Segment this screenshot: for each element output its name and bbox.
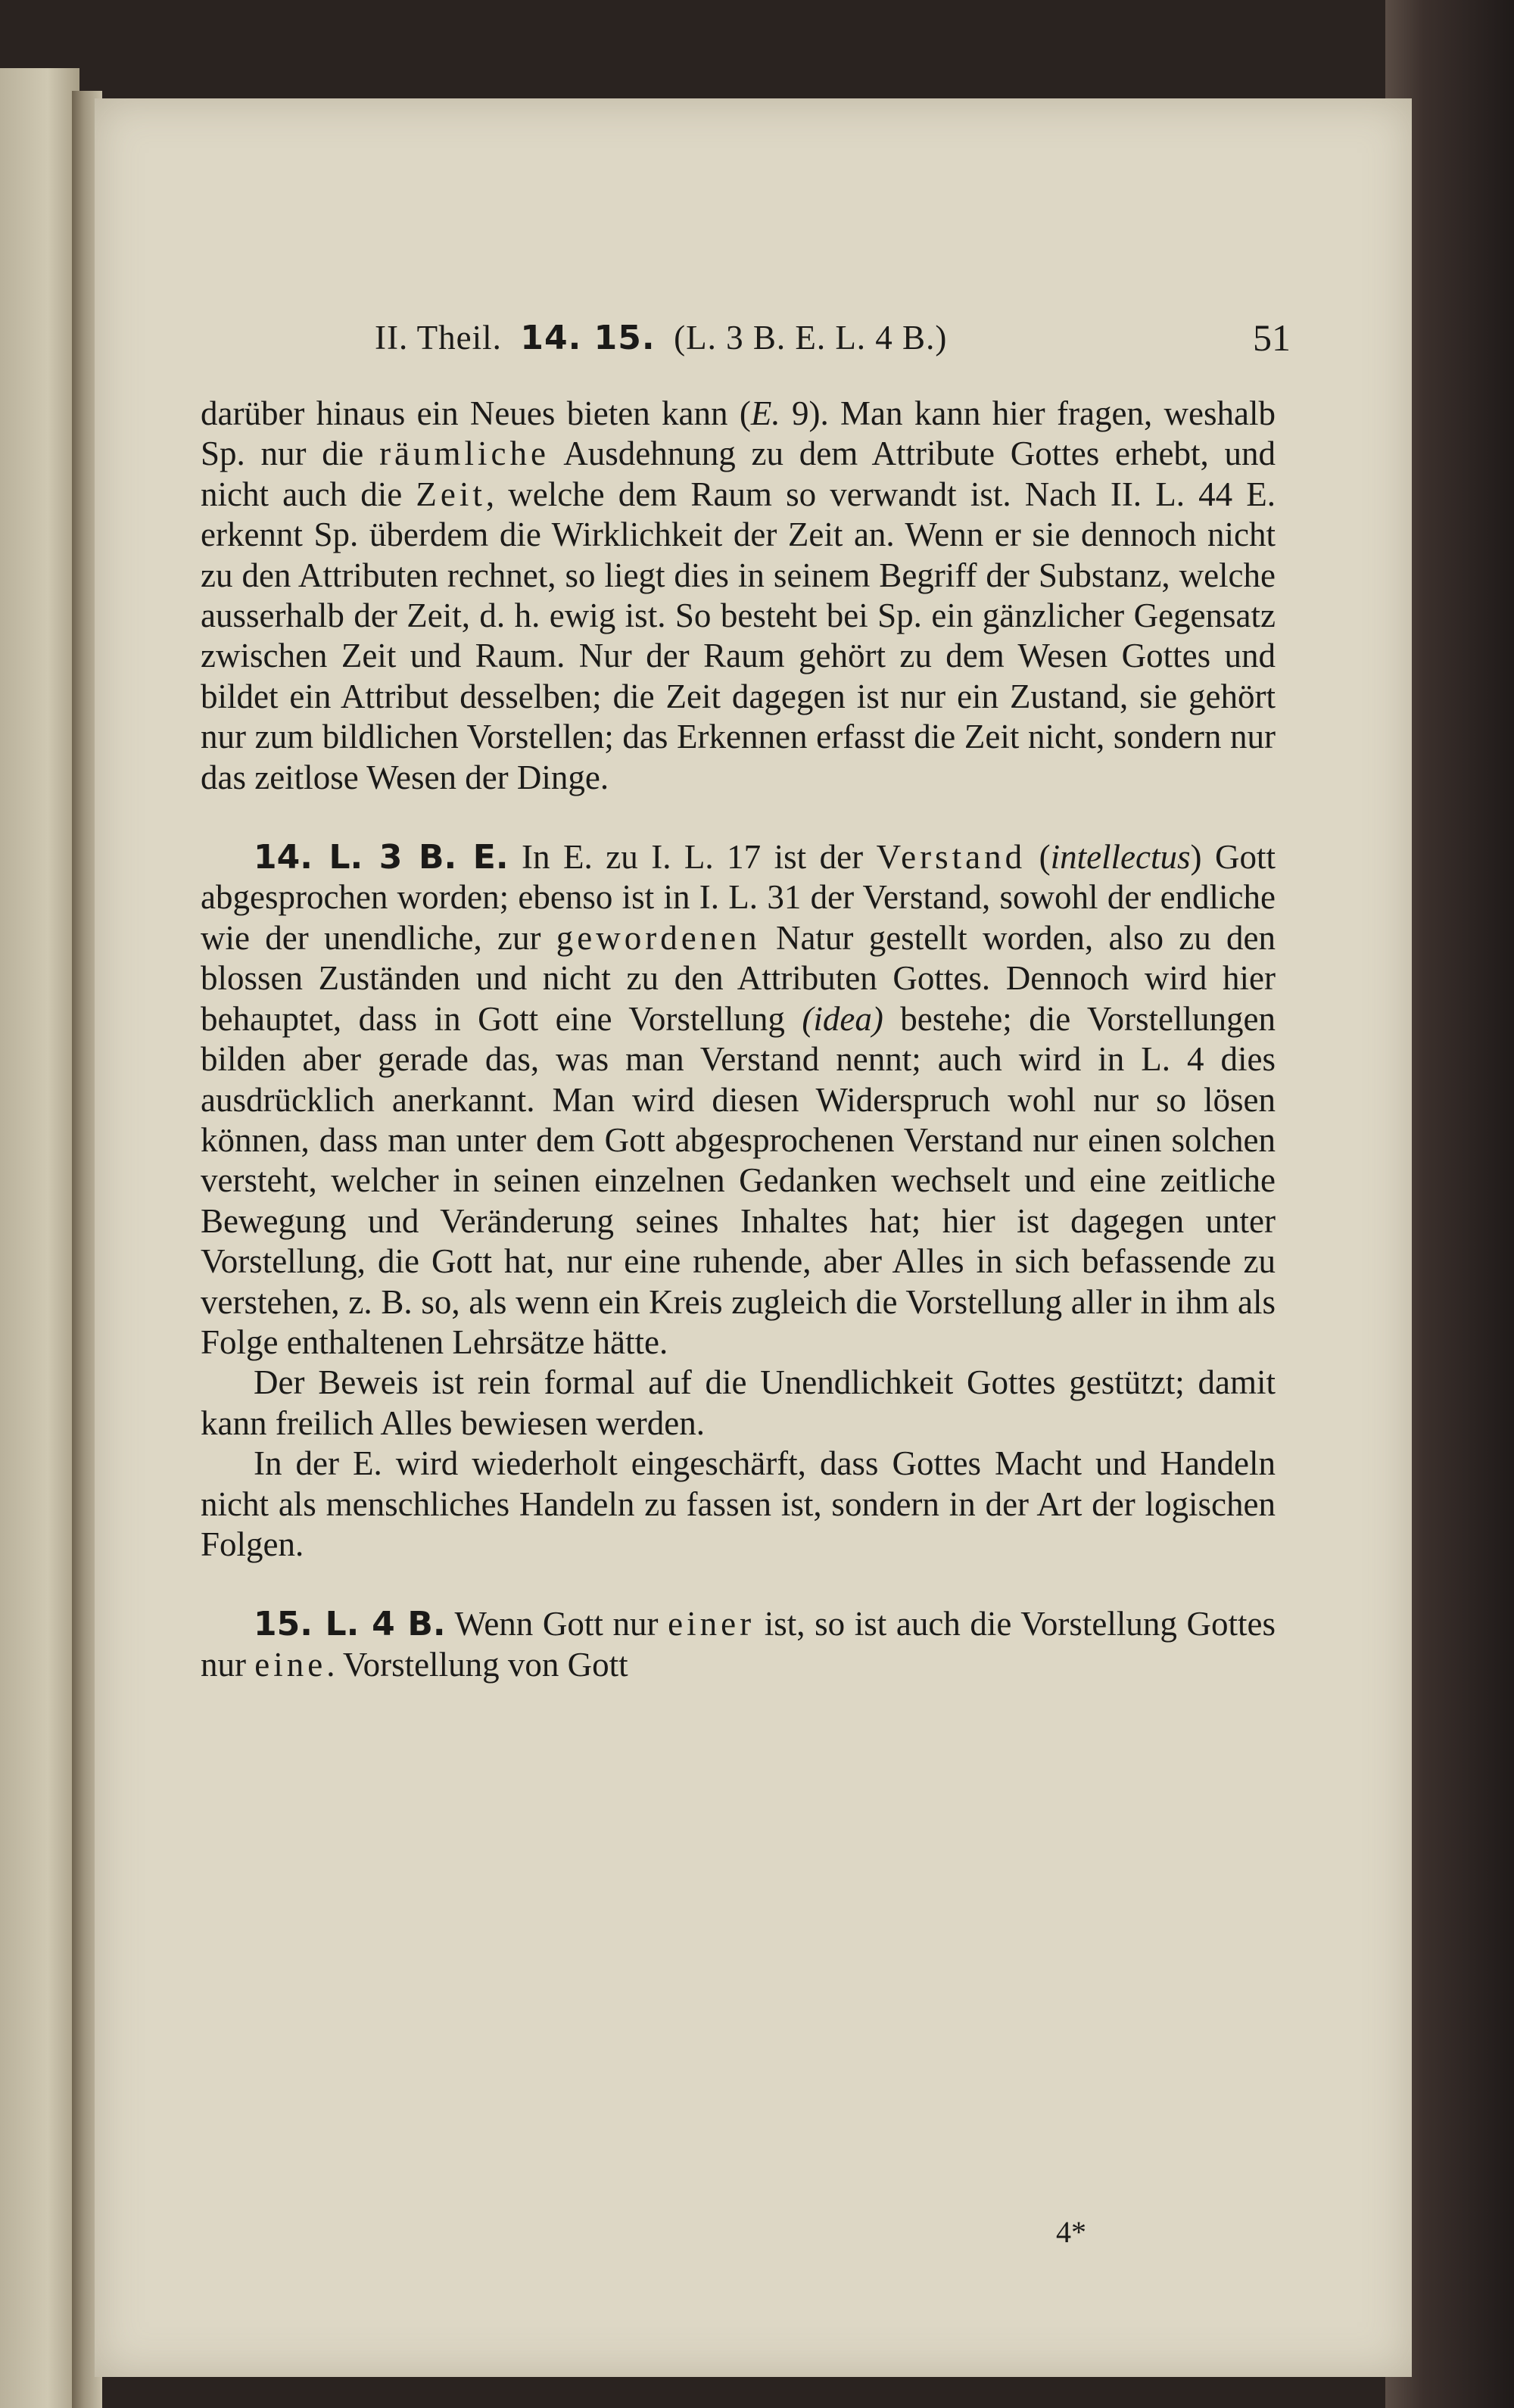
spaced-emphasis: gewordenen <box>556 918 761 957</box>
signature-mark: 4* <box>1056 2215 1086 2249</box>
running-head <box>375 316 1291 378</box>
paragraph: In der E. wird wiederholt eingeschärft, dass Gottes Macht und Handeln nicht als menschliches Handeln zu fassen ist, sondern in der Art der logischen Folgen. <box>201 1444 1276 1563</box>
spaced-emphasis: Verstand <box>876 838 1026 877</box>
running-head-left <box>375 318 947 358</box>
reference-emphasis: E. <box>750 394 780 432</box>
part-label: II. Theil. <box>375 319 502 357</box>
text-block <box>201 316 1291 1685</box>
page-number: 51 <box>1253 316 1291 359</box>
paragraph: Der Beweis ist rein formal auf die Unendlichkeit Gottes gestützt; damit kann freilich Alles bewiesen werden. <box>201 1363 1276 1442</box>
section-refs: (L. 3 B. E. L. 4 B.) <box>674 319 948 357</box>
spaced-emphasis: räumliche <box>379 435 550 473</box>
section-14: 14. L. 3 B. E. In E. zu I. L. 17 ist der Verstand (intellectus) Gott abgesprochen worden; ebenso ist in I. L. 31 der Verstand, sowohl der endliche wie der unendliche, zur gewordenen Natur gestellt worden, also zu den blossen Zuständen und nicht zu den Attributen Gottes. Dennoch wird hier behauptet, dass in Gott eine Vorstellung (idea) bestehe; die Vorstellungen bilden aber gerade das, was man Verstand nennt; auch wird in L. 4 dies ausdrücklich anerkannt. Man wird diesen Widerspruch wohl nur so lösen können, dass man unter dem Gott abgesprochenen Verstand nur einen solchen versteht, welcher in seinen einzelnen Gedanken wechselt und eine zeitliche Bewegung und Veränderung seines Inhaltes hat; hier ist dagegen unter Vorstellung, die Gott hat, nur eine ruhende, aber Alles in sich befassende zu verstehen, z. B. so, als wenn ein Kreis zugleich die Vorstellung aller in ihm als Folge enthaltenen Lehrsätze hätte. <box>201 838 1276 1361</box>
latin-term: intellectus <box>1050 838 1191 877</box>
spaced-emphasis: Zeit <box>416 475 486 513</box>
section-15: 15. L. 4 B. Wenn Gott nur einer ist, so ist auch die Vorstellung Gottes nur eine. Vorstellung von Gott <box>201 1605 1276 1684</box>
spaced-emphasis: eine <box>254 1645 327 1684</box>
latin-term: (idea) <box>802 999 883 1038</box>
section-numbers: 14. 15. <box>520 319 656 357</box>
section-heading: 14. L. 3 B. E. <box>254 838 509 877</box>
spaced-emphasis: einer <box>668 1605 755 1643</box>
section-heading: 15. L. 4 B. <box>254 1605 446 1644</box>
left-page-edge <box>0 68 79 2408</box>
book-page <box>95 98 1412 2377</box>
paragraph-continued: darüber hinaus ein Neues bieten kann (E. 9). Man kann hier fragen, weshalb Sp. nur die räumliche Ausdehnung zu dem Attribute Gottes erhebt, und nicht auch die Zeit, welche dem Raum so verwandt ist. Nach II. L. 44 E. erkennt Sp. überdem die Wirklichkeit der Zeit an. Wenn er sie dennoch nicht zu den Attributen rechnet, so liegt dies in seinem Begriff der Substanz, welche ausserhalb der Zeit, d. h. ewig ist. So besteht bei Sp. ein gänzlicher Gegensatz zwischen Zeit und Raum. Nur der Raum gehört zu dem Wesen Gottes und bildet ein Attribut desselben; die Zeit dagegen ist nur ein Zustand, sie gehört nur zum bildlichen Vorstellen; das Erkennen erfasst die Zeit nicht, sondern nur das zeitlose Wesen der Dinge. <box>201 394 1276 796</box>
